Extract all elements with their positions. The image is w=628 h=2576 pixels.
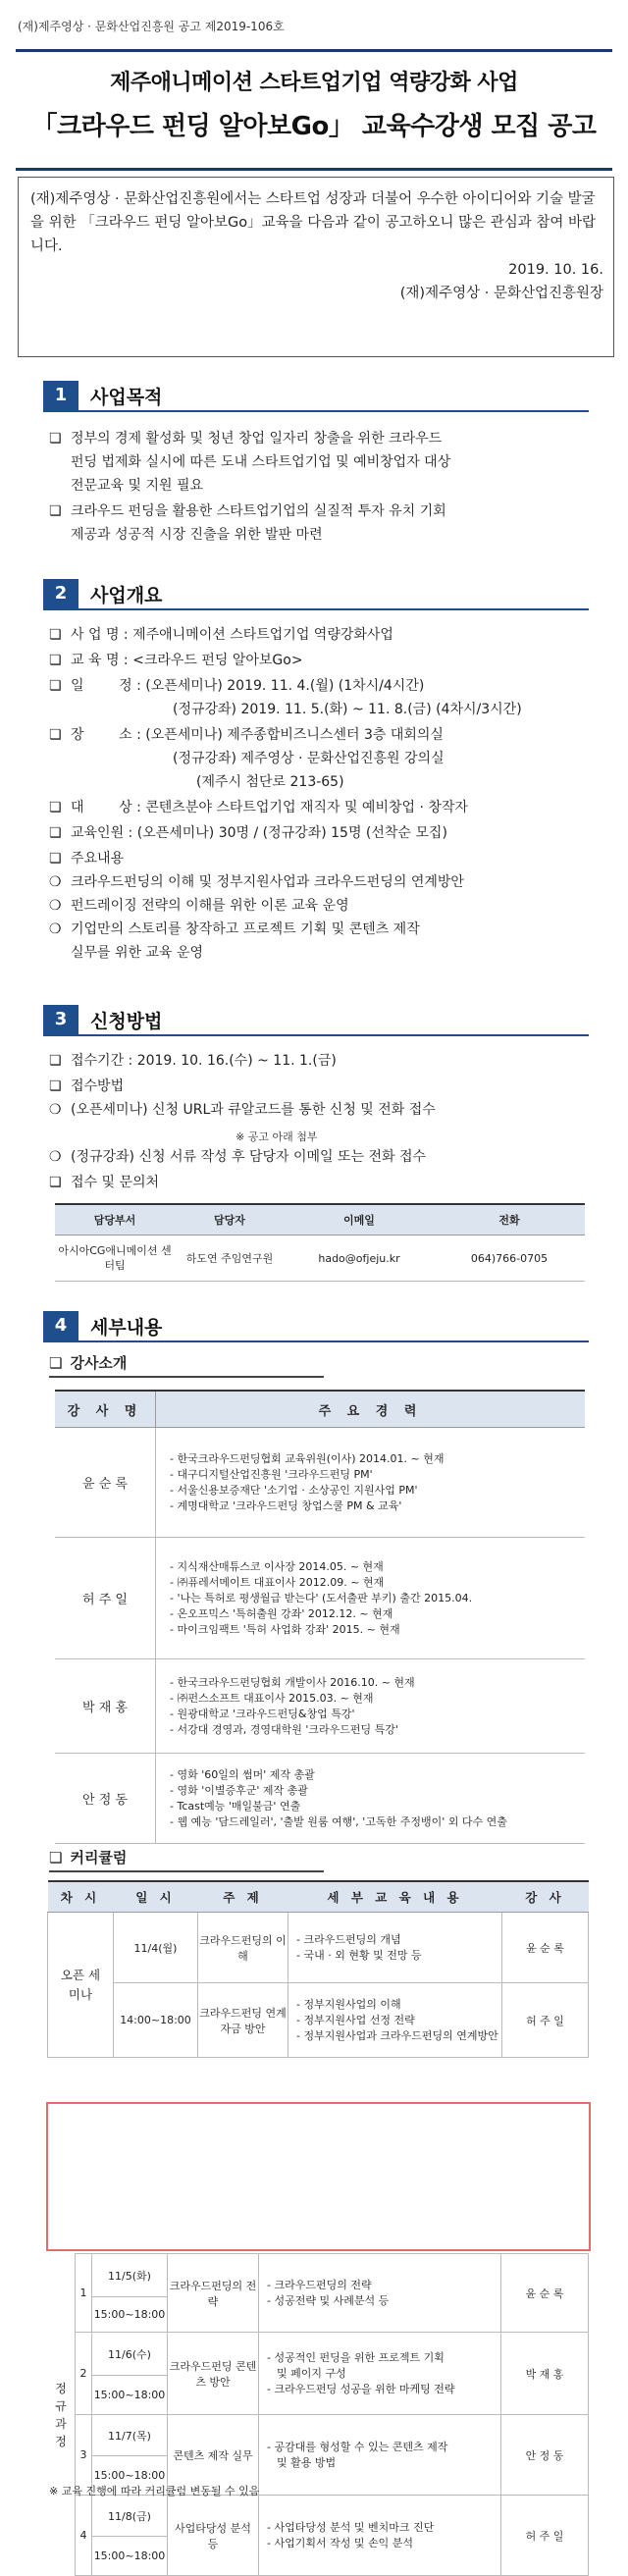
session-topic: 콘텐츠 제작 실무 (168, 2415, 259, 2496)
col-phone: 전화 (434, 1204, 585, 1235)
session-date: 11/7(목) (92, 2415, 168, 2456)
overview-capacity: ❏ 교육인원 : (오픈세미나) 30명 / (정규강좌) 15명 (선착순 모집) (49, 825, 447, 841)
subheading-rule (49, 1376, 324, 1378)
content-item-2: ❍ 펀드레이징 전략의 이해를 위한 이론 교육 운영 (49, 898, 349, 914)
section-2-header (43, 579, 593, 608)
overview-name: ❏ 사 업 명 : 제주애니메이션 스타트업기업 역량강화사업 (49, 627, 393, 643)
section-number: 2 (43, 579, 78, 608)
section-number: 4 (43, 1311, 78, 1341)
lecturer-name: 윤 순 록 (55, 1428, 156, 1538)
title-line1: 제주애니메이션 스타트업기업 역량강화 사업 (110, 71, 518, 95)
open-seminar-highlight (46, 2102, 591, 2251)
overview-target: ❏ 대 상 : 콘텐츠분야 스타트업기업 재직자 및 예비창업 · 창작자 (49, 800, 468, 815)
col-dept: 담당부서 (55, 1204, 175, 1235)
session-topic: 크라우드펀딩 콘텐츠 방안 (168, 2333, 259, 2415)
session-topic: 사업타당성 분석 등 (168, 2496, 259, 2576)
table-row (55, 1538, 585, 1659)
apply-period: ❏ 접수기간 : 2019. 10. 16.(수) ~ 11. 1.(금) (49, 1053, 337, 1069)
session-lecturer: 안 정 동 (501, 2415, 589, 2496)
section-rule (43, 1341, 589, 1342)
intro-org: (재)제주영상 · 문화산업진흥원장 (399, 286, 603, 301)
session-content: - 정부지원사업의 이해 - 정부지원사업 선정 전략 - 정부지원사업과 크라우드펀딩의 연계방안 (288, 1983, 502, 2058)
section-rule (43, 1034, 589, 1036)
lecturer-subheading: ❏ 강사소개 (49, 1354, 128, 1372)
col-email: 이메일 (285, 1204, 434, 1235)
section-number: 1 (43, 381, 78, 410)
section-rule (43, 608, 589, 610)
apply-method: ❏ 접수방법 (49, 1078, 125, 1094)
lecturer-career: - 한국크라우드펀딩협회 교육위원(이사) 2014.01. ~ 현재 - 대구디지털산업진흥원 '크라우드펀딩 PM' - 서울신용보증재단 '소기업 · 소상공인 지원사업 PM' - 계명대학교 '크라우드펀딩 창업스쿨 PM & 교육' (156, 1428, 586, 1538)
session-content: - 크라우드펀딩의 전략 - 성공전략 및 사례분석 등 (259, 2254, 501, 2333)
apply-contact: ❏ 접수 및 문의처 (49, 1175, 160, 1190)
purpose-item-2-cont: 제공과 성공적 시장 진출을 위한 발판 마련 (71, 527, 323, 543)
square-bullet-icon: ❏ (49, 431, 62, 447)
apply-open: ❍ (오픈세미나) 신청 URL과 큐알코드를 통한 신청 및 전화 접수 (49, 1102, 436, 1118)
lecturer-name: 허 주 일 (55, 1538, 156, 1659)
section-1-header (43, 381, 593, 410)
subheading-rule (49, 1870, 324, 1872)
session-content: - 크라우드펀딩의 개념 - 국내 · 외 현황 및 전망 등 (288, 1913, 502, 1983)
overview-course: ❏ 교 육 명 : <크라우드 펀딩 알아보Go> (49, 653, 303, 668)
session-number: 1 (76, 2254, 92, 2333)
session-date: 11/4(월) (114, 1913, 198, 1983)
purpose-item-1: ❏ 정부의 경제 활성화 및 청년 창업 일자리 창출을 위한 크라우드 (49, 428, 442, 450)
col-content: 세 부 교 육 내 용 (288, 1881, 502, 1913)
session-content: - 공감대를 형성할 수 있는 콘텐츠 제작 및 활용 방법 (259, 2415, 501, 2496)
session-date: 11/6(수) (92, 2333, 168, 2376)
session-topic: 크라우드펀딩의 이해 (198, 1913, 288, 1983)
section-title: 사업목적 (90, 387, 163, 408)
table-row (47, 2254, 589, 2297)
section-title: 세부내용 (90, 1317, 163, 1339)
overview-content: ❏ 주요내용 (49, 851, 125, 867)
session-time: 15:00~18:00 (92, 2297, 168, 2333)
contact-table (55, 1203, 585, 1282)
col-career: 주 요 경 력 (156, 1391, 586, 1428)
section-3-header (43, 1005, 593, 1034)
regular-course-table (47, 2253, 589, 2576)
col-date: 일 시 (114, 1881, 198, 1913)
session-number: 3 (76, 2415, 92, 2496)
square-bullet-icon: ❏ (49, 503, 62, 519)
title-box (16, 49, 612, 171)
session-time: 15:00~18:00 (92, 2456, 168, 2496)
session-number: 2 (76, 2333, 92, 2415)
table-row (48, 1913, 589, 1983)
overview-schedule: ❏ 일 정 : (오픈세미나) 2019. 11. 4.(월) (1차시/4시간) (49, 678, 425, 694)
purpose-item-2: ❏ 크라우드 펀딩을 활용한 스타트업기업의 실질적 투자 유치 기회 (49, 500, 446, 523)
table-row (55, 1659, 585, 1754)
overview-place-address: (제주시 첨단로 213-65) (196, 774, 344, 790)
session-content: - 성공적인 펀딩을 위한 프로젝트 기획 및 페이지 구성 - 크라우드펀딩 성공을 위한 마케팅 전략 (259, 2333, 501, 2415)
intro-date: 2019. 10. 16. (508, 262, 603, 278)
col-lecturer: 강 사 명 (55, 1391, 156, 1428)
curriculum-table (47, 1880, 589, 2058)
section-4-header (43, 1311, 593, 1341)
table-row (48, 1983, 589, 2058)
section-number: 3 (43, 1005, 78, 1034)
dept-cell: 아시아CG애니메이션 센터팀 (55, 1235, 175, 1282)
session-lecturer: 허 주 일 (502, 1983, 589, 2058)
lecturer-career: - 지식재산매튜스코 이사장 2014.05. ~ 현재 - ㈜퓨레서메이트 대표이사 2012.09. ~ 현재 - '나는 특허로 평생월급 받는다' (도서출판 부키) 출간 2015.04. - 온오프믹스 '특허출원 강좌' 2012.12. ~ 현재 - 마이크임팩트 '특허 사업화 강좌' 2015. ~ 현재 (156, 1538, 586, 1659)
notice-number: (재)제주영상 · 문화산업진흥원 공고 제2019-106호 (18, 20, 285, 33)
session-lecturer: 박 재 홍 (501, 2333, 589, 2415)
title-line2: 「크라우드 펀딩 알아보Go」 교육수강생 모집 공고 (31, 112, 597, 141)
apply-regular: ❍ (정규강좌) 신청 서류 작성 후 담당자 이메일 또는 전화 접수 (49, 1149, 427, 1165)
session-time: 15:00~18:00 (92, 2537, 168, 2576)
overview-schedule-regular: (정규강좌) 2019. 11. 5.(화) ~ 11. 8.(금) (4차시/3시간) (173, 702, 522, 717)
lecturer-name: 박 재 홍 (55, 1659, 156, 1754)
session-content: - 사업타당성 분석 및 벤치마크 진단 - 사업기획서 작성 및 손익 분석 (259, 2496, 501, 2576)
table-row (55, 1235, 585, 1282)
session-topic: 크라우드펀딩의 전략 (168, 2254, 259, 2333)
session-time: 15:00~18:00 (92, 2376, 168, 2415)
session-lecturer: 윤 순 록 (501, 2254, 589, 2333)
overview-place: ❏ 장 소 : (오픈세미나) 제주종합비즈니스센터 3층 대회의실 (49, 727, 444, 743)
apply-note: ※ 공고 아래 첨부 (236, 1130, 318, 1143)
purpose-item-1-cont2: 전문교육 및 지원 필요 (71, 478, 204, 494)
lecturer-career: - 영화 '60일의 썸머' 제작 총괄 - 영화 '이별증후군' 제작 총괄 - Tcast예능 '매일불금' 연출 - 웹 예능 '담드레일러', '출발 원룸 여행', '고독한 주정뱅이' 외 다수 연출 (156, 1754, 586, 1844)
session-date: 11/8(금) (92, 2496, 168, 2537)
session-lecturer: 윤 순 록 (502, 1913, 589, 1983)
col-session: 차 시 (48, 1881, 114, 1913)
email-link[interactable]: hado@ofjeju.kr (285, 1235, 434, 1282)
content-item-3-cont: 실무를 위한 교육 운영 (71, 945, 204, 961)
curriculum-subheading: ❏ 커리큘럼 (49, 1849, 128, 1866)
content-item-3: ❍ 기업만의 스토리를 창작하고 프로젝트 기획 및 콘텐츠 제작 (49, 921, 420, 937)
session-topic: 크라우드펀딩 연계 자금 방안 (198, 1983, 288, 2058)
intro-box (18, 177, 614, 357)
person-cell: 하도연 주임연구원 (175, 1235, 285, 1282)
open-seminar-label: 오픈 세미나 (48, 1913, 114, 2058)
intro-text: (재)제주영상 · 문화산업진흥원에서는 스타트업 성장과 더불어 우수한 아이디어와 기술 발굴을 위한 「크라우드 펀딩 알아보Go」교육을 다음과 같이 공고하오니 많은 관심과 참여 바랍니다. (30, 191, 597, 254)
session-time: 14:00~18:00 (114, 1983, 198, 2058)
section-title: 사업개요 (90, 585, 163, 606)
table-row (47, 2415, 589, 2456)
phone-cell: 064)766-0705 (434, 1235, 585, 1282)
regular-course-label: 정규 과정 (55, 2381, 67, 2448)
content-item-1: ❍ 크라우드펀딩의 이해 및 정부지원사업과 크라우드펀딩의 연계방안 (49, 874, 464, 890)
session-lecturer: 허 주 일 (501, 2496, 589, 2576)
lecturer-table (55, 1390, 585, 1844)
session-number: 4 (76, 2496, 92, 2576)
col-lecturer: 강 사 (502, 1881, 589, 1913)
session-date: 11/5(화) (92, 2254, 168, 2297)
section-rule (43, 410, 589, 412)
section-title: 신청방법 (90, 1011, 163, 1032)
table-row (47, 2496, 589, 2537)
overview-place-regular: (정규강좌) 제주영상 · 문화산업진흥원 강의실 (173, 751, 445, 766)
lecturer-name: 안 정 동 (55, 1754, 156, 1844)
col-person: 담당자 (175, 1204, 285, 1235)
purpose-item-1-cont: 펀딩 법제화 실시에 따른 도내 스타트업기업 및 예비창업자 대상 (71, 454, 451, 470)
table-row (55, 1428, 585, 1538)
table-row (47, 2333, 589, 2376)
curriculum-footnote: ※ 교육 진행에 따라 커리큘럼 변동될 수 있음 (49, 2485, 260, 2497)
table-row (55, 1754, 585, 1844)
col-topic: 주 제 (198, 1881, 288, 1913)
lecturer-career: - 한국크라우드펀딩협회 개발이사 2016.10. ~ 현재 - ㈜펀스소프트 대표이사 2015.03. ~ 현재 - 원광대학교 '크라우드펀딩&창업 특강' - 서강대 경영과, 경영대학원 '크라우드펀딩 특강' (156, 1659, 586, 1754)
